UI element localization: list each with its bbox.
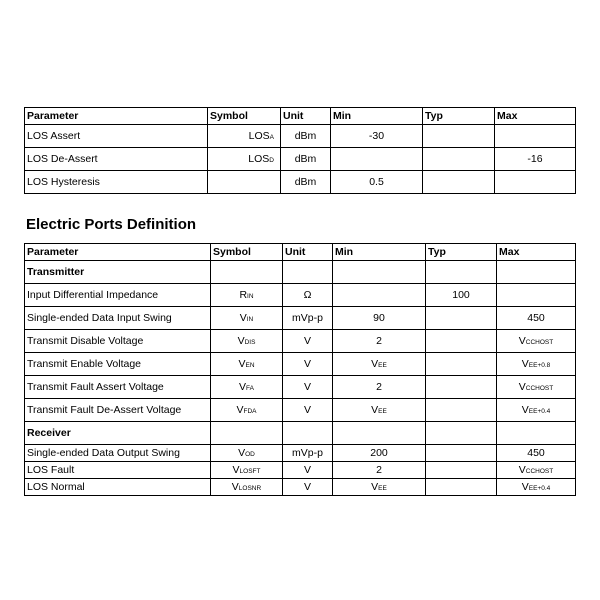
- max-cell-sub: EE+0.8: [528, 362, 551, 369]
- max-cell: [497, 284, 576, 307]
- max-cell-main: V: [518, 464, 526, 476]
- min-cell-value: 2: [376, 464, 382, 476]
- max-cell: [497, 399, 576, 422]
- section-title: Electric Ports Definition: [26, 216, 197, 233]
- symbol-cell-main: V: [232, 464, 240, 476]
- header-parameter: Parameter: [25, 108, 208, 125]
- min-cell-value: 200: [370, 447, 388, 459]
- symbol-cell-sub: A: [269, 134, 274, 141]
- min-cell-value: 90: [373, 312, 385, 324]
- max-cell: -16: [495, 148, 576, 171]
- empty-cell: [497, 261, 576, 284]
- param-cell: LOS Normal: [25, 479, 211, 496]
- transmitter-section-label: Transmitter: [25, 261, 211, 284]
- symbol-cell-main: V: [238, 358, 246, 370]
- param-cell: LOS Assert: [25, 125, 208, 148]
- max-cell-main: V: [518, 381, 526, 393]
- symbol-cell-main: LOS: [248, 130, 270, 142]
- min-cell-value: VEE: [371, 358, 387, 370]
- max-cell: [495, 125, 576, 148]
- param-cell: Transmit Disable Voltage: [25, 330, 211, 353]
- header-max: Max: [497, 244, 576, 261]
- max-cell: [497, 479, 576, 496]
- symbol-cell-main: R: [239, 289, 248, 301]
- symbol-cell: [208, 148, 281, 171]
- typ-cell: [426, 445, 497, 462]
- unit-cell: V: [283, 330, 333, 353]
- param-cell: Transmit Fault De-Assert Voltage: [25, 399, 211, 422]
- min-cell: -30: [331, 125, 423, 148]
- symbol-cell-main: V: [239, 381, 247, 393]
- unit-cell: mVp-p: [283, 445, 333, 462]
- empty-cell: [426, 261, 497, 284]
- symbol-cell-sub: IN: [247, 293, 254, 300]
- max-cell-main: V: [521, 481, 529, 493]
- table-row: [25, 479, 576, 496]
- header-unit: Unit: [281, 108, 331, 125]
- los-table: [24, 107, 576, 194]
- unit-cell: V: [283, 376, 333, 399]
- symbol-cell-main: V: [239, 312, 247, 324]
- symbol-cell: [211, 307, 283, 330]
- param-cell: Single-ended Data Input Swing: [25, 307, 211, 330]
- min-cell-value: 2: [376, 381, 382, 393]
- param-cell: Transmit Enable Voltage: [25, 353, 211, 376]
- max-cell: [497, 376, 576, 399]
- symbol-cell: [208, 171, 281, 194]
- max-cell-sub: EE+0.4: [528, 485, 551, 492]
- max-cell: [497, 330, 576, 353]
- symbol-cell: [211, 445, 283, 462]
- typ-cell: 100: [426, 284, 497, 307]
- empty-cell: [333, 422, 426, 445]
- min-cell: 0.5: [331, 171, 423, 194]
- max-cell: [497, 307, 576, 330]
- header-min: Min: [331, 108, 423, 125]
- max-cell: [495, 171, 576, 194]
- table-row: [25, 330, 576, 353]
- header-typ: Typ: [423, 108, 495, 125]
- unit-cell: V: [283, 399, 333, 422]
- max-cell: [497, 445, 576, 462]
- symbol-cell: [211, 330, 283, 353]
- header-unit: Unit: [283, 244, 333, 261]
- table-row: [25, 171, 576, 194]
- table-row: [25, 353, 576, 376]
- typ-cell: [426, 330, 497, 353]
- symbol-cell-main: V: [231, 481, 239, 493]
- symbol-cell-sub: LOSFT: [239, 468, 261, 475]
- symbol-cell: [211, 462, 283, 479]
- header-symbol: Symbol: [208, 108, 281, 125]
- empty-cell: [211, 422, 283, 445]
- table-row: [25, 376, 576, 399]
- symbol-cell-sub: LOSNR: [238, 485, 262, 492]
- table-row: [25, 399, 576, 422]
- symbol-cell-sub: EN: [245, 362, 255, 369]
- ports-header-row: [25, 244, 576, 261]
- receiver-section-label: Receiver: [25, 422, 211, 445]
- min-cell: [331, 148, 423, 171]
- typ-cell: [426, 376, 497, 399]
- symbol-cell: [211, 353, 283, 376]
- max-cell-main: 450: [527, 312, 545, 324]
- header-typ: Typ: [426, 244, 497, 261]
- unit-cell: V: [283, 353, 333, 376]
- param-cell: LOS De-Assert: [25, 148, 208, 171]
- max-cell-sub: EE+0.4: [528, 408, 551, 415]
- unit-cell: V: [283, 462, 333, 479]
- param-cell: Input Differential Impedance: [25, 284, 211, 307]
- symbol-cell: [211, 376, 283, 399]
- typ-cell: [426, 399, 497, 422]
- symbol-cell-main: V: [236, 404, 244, 416]
- empty-cell: [283, 261, 333, 284]
- empty-cell: [283, 422, 333, 445]
- unit-cell: dBm: [281, 171, 331, 194]
- typ-cell: [426, 479, 497, 496]
- min-cell-value: 2: [376, 335, 382, 347]
- typ-cell: [426, 353, 497, 376]
- typ-cell: [423, 148, 495, 171]
- param-cell: Single-ended Data Output Swing: [25, 445, 211, 462]
- symbol-cell-sub: D: [269, 157, 274, 164]
- symbol-cell-sub: DIS: [244, 339, 256, 346]
- symbol-cell: [208, 125, 281, 148]
- typ-cell: [423, 171, 495, 194]
- min-cell: [333, 479, 426, 496]
- max-cell: [497, 462, 576, 479]
- table-row: [25, 462, 576, 479]
- param-cell: Transmit Fault Assert Voltage: [25, 376, 211, 399]
- max-cell-sub: CCHOST: [525, 385, 554, 392]
- symbol-cell-main: V: [238, 447, 246, 459]
- table-row: [25, 125, 576, 148]
- unit-cell: dBm: [281, 148, 331, 171]
- transmitter-section: [25, 261, 576, 284]
- table-row: [25, 307, 576, 330]
- header-parameter: Parameter: [25, 244, 211, 261]
- max-cell-sub: CCHOST: [525, 468, 554, 475]
- param-cell: LOS Fault: [25, 462, 211, 479]
- typ-cell: [426, 462, 497, 479]
- symbol-cell-sub: FDA: [243, 408, 257, 415]
- min-cell: [333, 445, 426, 462]
- min-cell: [333, 353, 426, 376]
- ports-table: [24, 243, 576, 496]
- unit-cell: dBm: [281, 125, 331, 148]
- symbol-cell-main: V: [237, 335, 245, 347]
- unit-cell: Ω: [283, 284, 333, 307]
- max-cell-sub: CCHOST: [525, 339, 554, 346]
- max-cell-main: V: [521, 358, 529, 370]
- receiver-section: [25, 422, 576, 445]
- header-symbol: Symbol: [211, 244, 283, 261]
- max-cell-main: 450: [527, 447, 545, 459]
- unit-cell: V: [283, 479, 333, 496]
- typ-cell: [423, 125, 495, 148]
- symbol-cell: [211, 399, 283, 422]
- table-row: [25, 284, 576, 307]
- symbol-cell-sub: IN: [246, 316, 254, 323]
- los-header-row: [25, 108, 576, 125]
- table-row: [25, 445, 576, 462]
- header-max: Max: [495, 108, 576, 125]
- empty-cell: [497, 422, 576, 445]
- max-cell-main: V: [518, 335, 526, 347]
- typ-cell: [426, 307, 497, 330]
- min-cell: [333, 284, 426, 307]
- symbol-cell-main: LOS: [248, 153, 270, 165]
- header-min: Min: [333, 244, 426, 261]
- min-cell-value: VEE: [371, 481, 387, 493]
- symbol-cell: [211, 284, 283, 307]
- empty-cell: [426, 422, 497, 445]
- empty-cell: [211, 261, 283, 284]
- min-cell-value: VEE: [371, 404, 387, 416]
- symbol-cell-sub: OD: [245, 451, 255, 458]
- max-cell-main: V: [521, 404, 529, 416]
- unit-cell: mVp-p: [283, 307, 333, 330]
- min-cell: [333, 376, 426, 399]
- table-row: [25, 148, 576, 171]
- symbol-cell: [211, 479, 283, 496]
- empty-cell: [333, 261, 426, 284]
- param-cell: LOS Hysteresis: [25, 171, 208, 194]
- min-cell: [333, 330, 426, 353]
- min-cell: [333, 462, 426, 479]
- max-cell: [497, 353, 576, 376]
- min-cell: [333, 399, 426, 422]
- symbol-cell-sub: FA: [246, 385, 254, 392]
- min-cell: [333, 307, 426, 330]
